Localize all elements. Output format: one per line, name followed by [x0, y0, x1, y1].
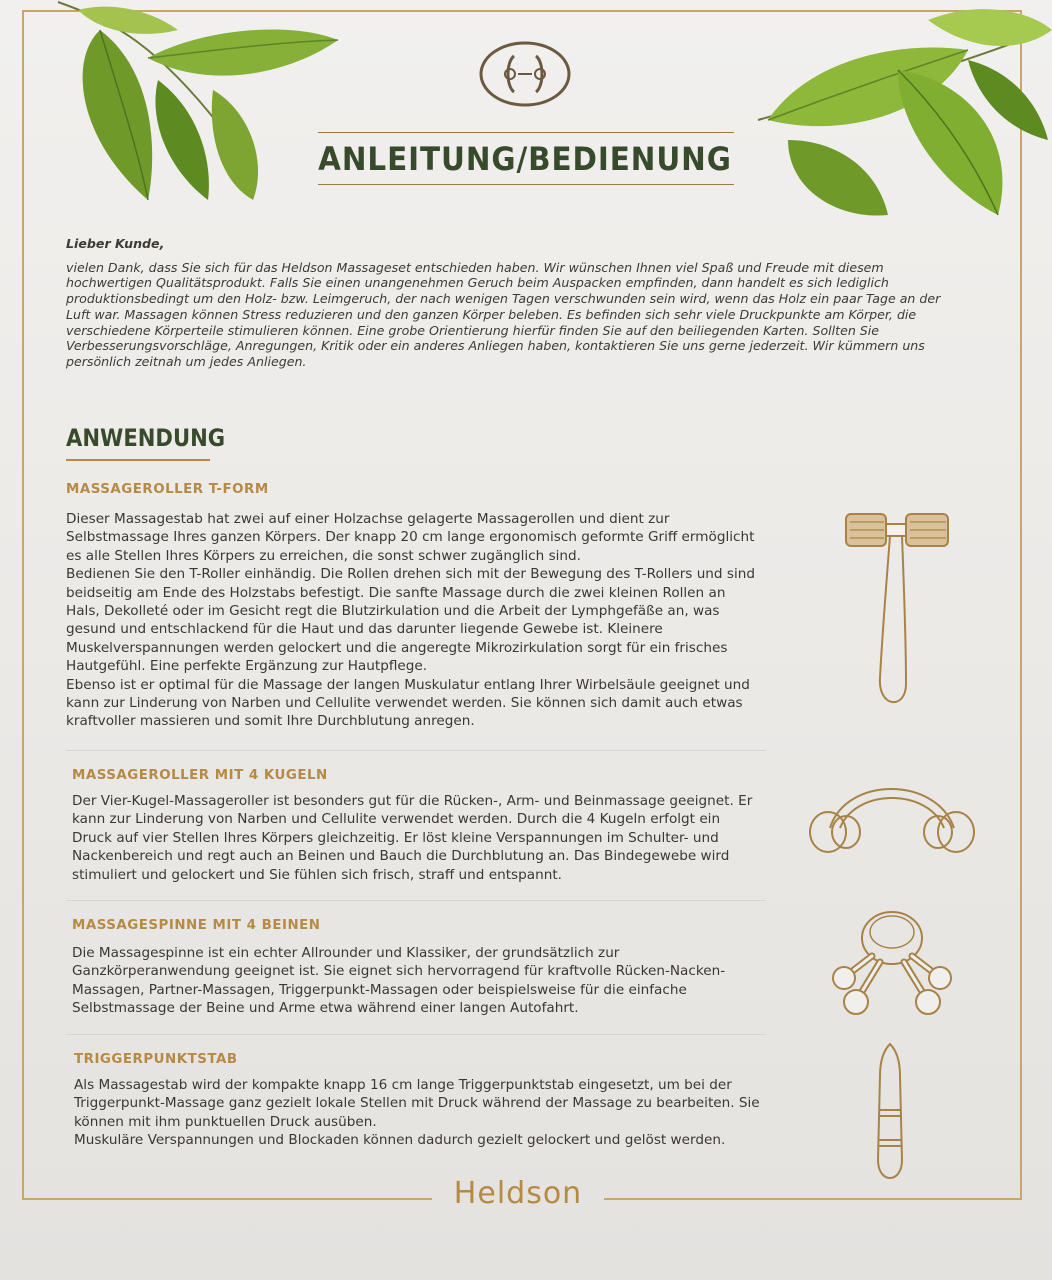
- item-paragraph: Als Massagestab wird der kompakte knapp 16 cm lange Triggerpunktstab eingesetzt, um bei der Triggerpunkt-Massage ganz gezielt lokale Stellen mit Druck während der Massage zu bearbeiten. Sie können mit ihm punktuellen Druck ausüben.: [74, 1077, 760, 1130]
- massage-spider-icon: [826, 910, 956, 1022]
- item-paragraph: Die Massagespinne ist ein echter Allrounder und Klassiker, der grundsätzlich zur Ganzkörperanwendung geeignet ist. Sie eignet sich hervorragend für kraftvolle Rücken-Nacken-Massagen, Partner-Massagen, Triggerpunkt-Massagen oder beispielsweise für die einfache Selbstmassage der Beine und Arme etwa während einer langen Autofahrt.: [72, 945, 726, 1017]
- item-divider: [66, 900, 766, 901]
- item-text-trigger-point-stick: [74, 1076, 764, 1150]
- section-title: ANWENDUNG: [66, 424, 226, 452]
- frame-bottom-rule-right: [604, 1198, 1022, 1200]
- item-title-t-roller: MASSAGEROLLER T-FORM: [66, 482, 269, 497]
- leaves-right-decoration: [748, 0, 1052, 230]
- brand-footer: Heldson: [453, 1176, 583, 1211]
- leaves-left-decoration: [38, 0, 348, 210]
- four-ball-roller-icon: [806, 780, 978, 860]
- title-rule-top: [318, 132, 734, 133]
- item-title-trigger-point-stick: TRIGGERPUNKTSTAB: [74, 1052, 238, 1067]
- page-title: ANLEITUNG/BEDIENUNG: [318, 140, 732, 178]
- item-paragraph: Dieser Massagestab hat zwei auf einer Holzachse gelagerte Massagerollen und dient zur Selbstmassage Ihres ganzen Körpers. Der knapp 20 cm lange ergonomisch geformte Griff ermöglicht es alle Stellen Ihres Körpers zu erreichen, die sonst schwer zugänglich sind.: [66, 511, 755, 564]
- item-text-four-ball-roller: [72, 792, 762, 884]
- frame-bottom-rule-left: [22, 1198, 432, 1200]
- item-text-massage-spider: [72, 944, 762, 1018]
- section-underline: [66, 459, 210, 461]
- intro-greeting: Lieber Kunde,: [66, 236, 165, 251]
- intro-body: vielen Dank, dass Sie sich für das Heldson Massageset entschieden haben. Wir wünschen Ihnen viel Spaß und Freude mit diesem hochwertigen Qualitätsprodukt. Falls Sie einen unangenehmen Geruch beim Auspacken empfinden, dann handelt es sich lediglich produktionsbedingt um den Holz- bzw. Leimgeruch, der nach wenigen Tagen verschwunden sein wird, wenn das Holz ein paar Tage an der Luft war. Massagen können Stress reduzieren und den ganzen Körper beleben. Es befinden sich sehr viele Druckpunkte am Körper, die verschiedene Körperteile stimulieren können. Eine grobe Orientierung hierfür finden Sie auf den beiliegenden Karten. Sollten Sie Verbesserungsvorschläge, Anregungen, Kritik oder ein anderes Anliegen haben, kontaktieren Sie uns gerne jederzeit. Wir kümmern uns persönlich zeitnah um jedes Anliegen.: [66, 259, 941, 369]
- item-title-four-ball-roller: MASSAGEROLLER MIT 4 KUGELN: [72, 768, 328, 783]
- item-paragraph: Der Vier-Kugel-Massageroller ist besonders gut für die Rücken-, Arm- und Beinmassage geeignet. Er kann zur Linderung von Narben und Cellulite verwendet werden. Durch die 4 Kugeln erfolgt ein Druck auf vier Stellen Ihres Körpers gleichzeitig. Er löst kleine Verspannungen im Schulter- und Nackenbereich und regt auch an Beinen und Bauch die Durchblutung an. Das Bindegewebe wird stimuliert und gelockert und Sie fühlen sich frisch, straff und entspannt.: [72, 793, 753, 883]
- item-paragraph: Ebenso ist er optimal für die Massage der langen Muskulatur entlang Ihrer Wirbelsäule geeignet und kann zur Linderung von Narben und Cellulite verwendet werden. Sie können sich damit auch etwas kraftvoller massieren und somit Ihre Durchblutung anregen.: [66, 676, 750, 730]
- heldson-logo-icon: [478, 40, 572, 108]
- item-divider: [66, 1034, 766, 1035]
- trigger-point-stick-icon: [870, 1040, 910, 1182]
- item-paragraph: Muskuläre Verspannungen und Blockaden können dadurch gezielt gelockert und gelöst werden.: [74, 1132, 726, 1149]
- item-paragraph: Bedienen Sie den T-Roller einhändig. Die Rollen drehen sich mit der Bewegung des T-Rollers und sind beidseitig am Ende des Holzstabs befestigt. Die sanfte Massage durch die zwei kleinen Rollen an Hals, Dekolleté oder im Gesicht regt die Blutzirkulation und die Arbeit der Lymphgefäße an, was gesund und entschlackend für die Haut und das darunter liegende Gewebe ist. Kleinere Muskelverspannungen werden gelockert und die angeregte Mikrozirkulation sorgt für ein frisches Hautgefühl. Eine perfekte Ergänzung zur Hautpflege.: [66, 566, 755, 675]
- title-rule-bottom: [318, 184, 734, 185]
- intro-block: [66, 236, 968, 370]
- item-title-massage-spider: MASSAGESPINNE MIT 4 BEINEN: [72, 918, 321, 933]
- item-text-t-roller: [66, 510, 756, 731]
- t-roller-icon: [840, 508, 954, 714]
- item-divider: [66, 750, 766, 751]
